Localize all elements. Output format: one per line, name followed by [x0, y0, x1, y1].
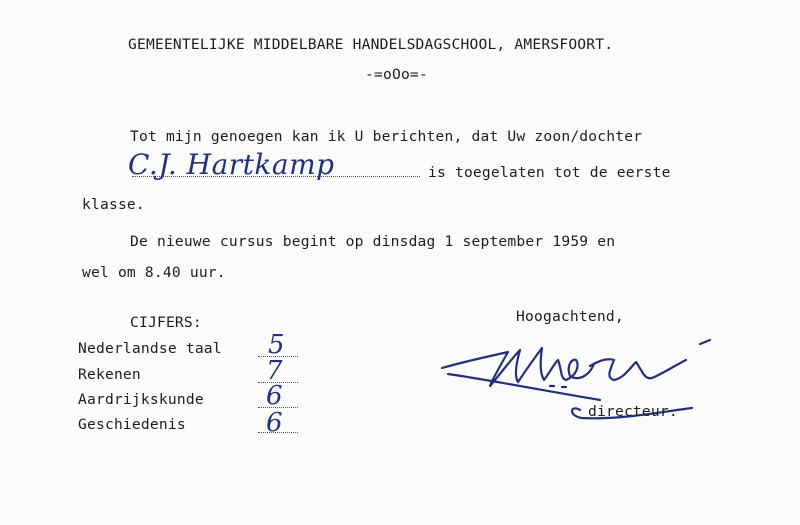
director-signature: [430, 330, 730, 420]
grades-heading: CIJFERS:: [130, 314, 202, 331]
grade-row-subject: Rekenen: [78, 366, 141, 383]
grade-row-value: 5: [268, 330, 285, 360]
grade-row-value: 6: [266, 381, 283, 411]
director-title: directeur.: [588, 403, 678, 420]
course-start-line-2: wel om 8.40 uur.: [82, 264, 226, 281]
class-word: klasse.: [82, 196, 145, 213]
grade-row-value: 6: [266, 408, 283, 438]
grade-row-subject: Aardrijkskunde: [78, 391, 204, 408]
admitted-text: is toegelaten tot de eerste: [428, 164, 671, 181]
course-start-line-1: De nieuwe cursus begint op dinsdag 1 september 1959 en: [130, 233, 616, 250]
grade-row-subject: Geschiedenis: [78, 416, 186, 433]
school-name-heading: GEMEENTELIJKE MIDDELBARE HANDELSDAGSCHOOL, AMERSFOORT.: [128, 36, 614, 53]
grade-row-value: 7: [266, 356, 283, 386]
student-name-handwritten: C.J. Hartkamp: [128, 148, 335, 181]
intro-text: Tot mijn genoegen kan ik U berichten, dat Uw zoon/dochter: [130, 128, 643, 145]
header-separator: -=oOo=-: [365, 66, 428, 83]
grade-row-subject: Nederlandse taal: [78, 340, 222, 357]
closing-greeting: Hoogachtend,: [516, 308, 624, 325]
